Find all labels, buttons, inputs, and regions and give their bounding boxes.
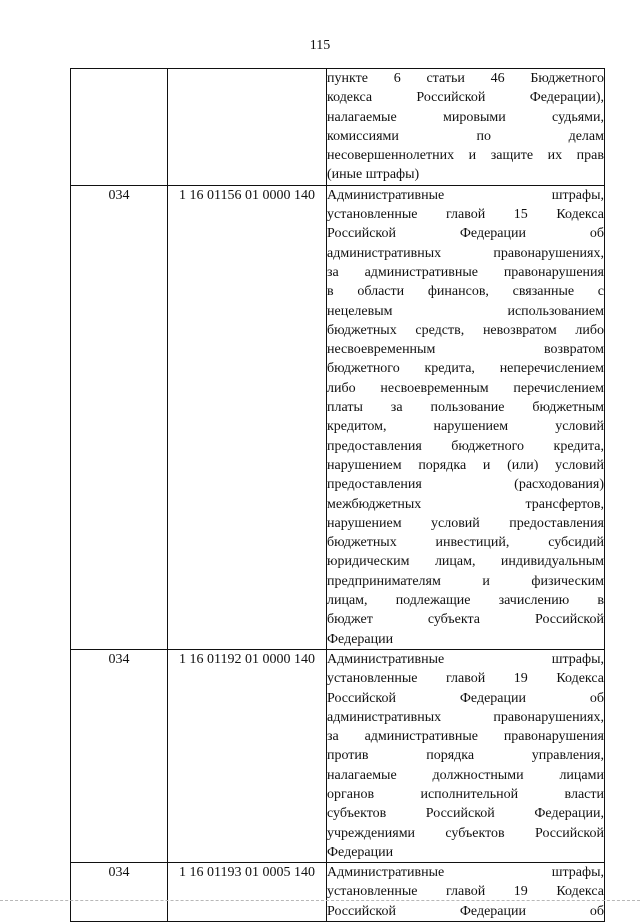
description-line: субъектов Российской Федерации, (327, 806, 604, 822)
description-cell (327, 69, 605, 186)
admin-code-cell: 034 (71, 863, 168, 922)
description-line: либо несвоевременным перечислением (327, 380, 604, 396)
description-line: налагаемые мировыми судьями, (327, 109, 604, 125)
description-line: установленные главой 19 Кодекса (327, 884, 604, 900)
description-line: Федерации (327, 844, 394, 860)
description-line: установленные главой 19 Кодекса (327, 671, 604, 687)
description-line: Административные штрафы, (327, 865, 604, 881)
budget-classification-code-cell: 1 16 01193 01 0005 140 (168, 863, 327, 922)
description-line: органов исполнительной власти (327, 786, 604, 802)
table-row (71, 649, 605, 862)
description-line: в области финансов, связанные с (327, 284, 604, 300)
description-line: предоставления (расходования) (327, 477, 604, 493)
description-line: за административные правонарушения (327, 729, 604, 745)
description-cell (327, 649, 605, 862)
description-line: Административные штрафы, (327, 187, 604, 203)
description-line: несвоевременным возвратом (327, 342, 604, 358)
budget-classification-code-cell: 1 16 01192 01 0000 140 (168, 649, 327, 862)
budget-codes-table (70, 68, 605, 922)
description-line: предоставления бюджетного кредита, (327, 438, 604, 454)
table-row (71, 863, 605, 922)
description-line: кредитом, нарушением условий (327, 419, 604, 435)
description-cell (327, 863, 605, 922)
table-row (71, 69, 605, 186)
admin-code-cell: 034 (71, 185, 168, 649)
description-line: административных правонарушениях, (327, 245, 604, 261)
description-line: нарушением порядка и (или) условий (327, 457, 604, 473)
budget-classification-code-cell: 1 16 01156 01 0000 140 (168, 185, 327, 649)
description-line: бюджетных инвестиций, субсидий (327, 535, 604, 551)
description-line: бюджетного кредита, неперечислением (327, 361, 604, 377)
budget-classification-code-cell (168, 69, 327, 186)
description-line: учреждениями субъектов Российской (327, 825, 604, 841)
description-line: комиссиями по делам (327, 128, 604, 144)
table-row (71, 185, 605, 649)
description-line: бюджетных средств, невозвратом либо (327, 322, 604, 338)
description-line: за административные правонарушения (327, 264, 604, 280)
description-line: юридическим лицам, индивидуальным (327, 554, 604, 570)
description-line: Российской Федерации об (327, 226, 604, 242)
description-line: установленные главой 15 Кодекса (327, 207, 604, 223)
description-line: административных правонарушениях, (327, 709, 604, 725)
description-line: налагаемые должностными лицами (327, 767, 604, 783)
description-line: нарушением условий предоставления (327, 515, 604, 531)
description-line: Федерации (327, 631, 394, 647)
description-line: межбюджетных трансфертов, (327, 496, 604, 512)
page-number: 115 (309, 38, 331, 53)
description-line: платы за пользование бюджетным (327, 400, 604, 416)
description-cell (327, 185, 605, 649)
table-body (71, 69, 605, 922)
description-line: (иные штрафы) (327, 167, 420, 183)
description-line: нецелевым использованием (327, 303, 604, 319)
description-line: Российской Федерации об (327, 903, 604, 919)
description-line: несовершеннолетних и защите их прав (327, 148, 604, 164)
admin-code-cell (71, 69, 168, 186)
description-line: против порядка управления, (327, 748, 604, 764)
description-line: лицам, подлежащие зачислению в (327, 593, 604, 609)
description-line: кодекса Российской Федерации), (327, 90, 604, 106)
description-line: пункте 6 статьи 46 Бюджетного (327, 71, 604, 86)
description-line: Административные штрафы, (327, 651, 604, 667)
admin-code-cell: 034 (71, 649, 168, 862)
description-line: предпринимателям и физическим (327, 573, 604, 589)
description-line: Российской Федерации об (327, 690, 604, 706)
description-line: бюджет субъекта Российской (327, 612, 604, 628)
page-bottom-rule (0, 900, 640, 901)
